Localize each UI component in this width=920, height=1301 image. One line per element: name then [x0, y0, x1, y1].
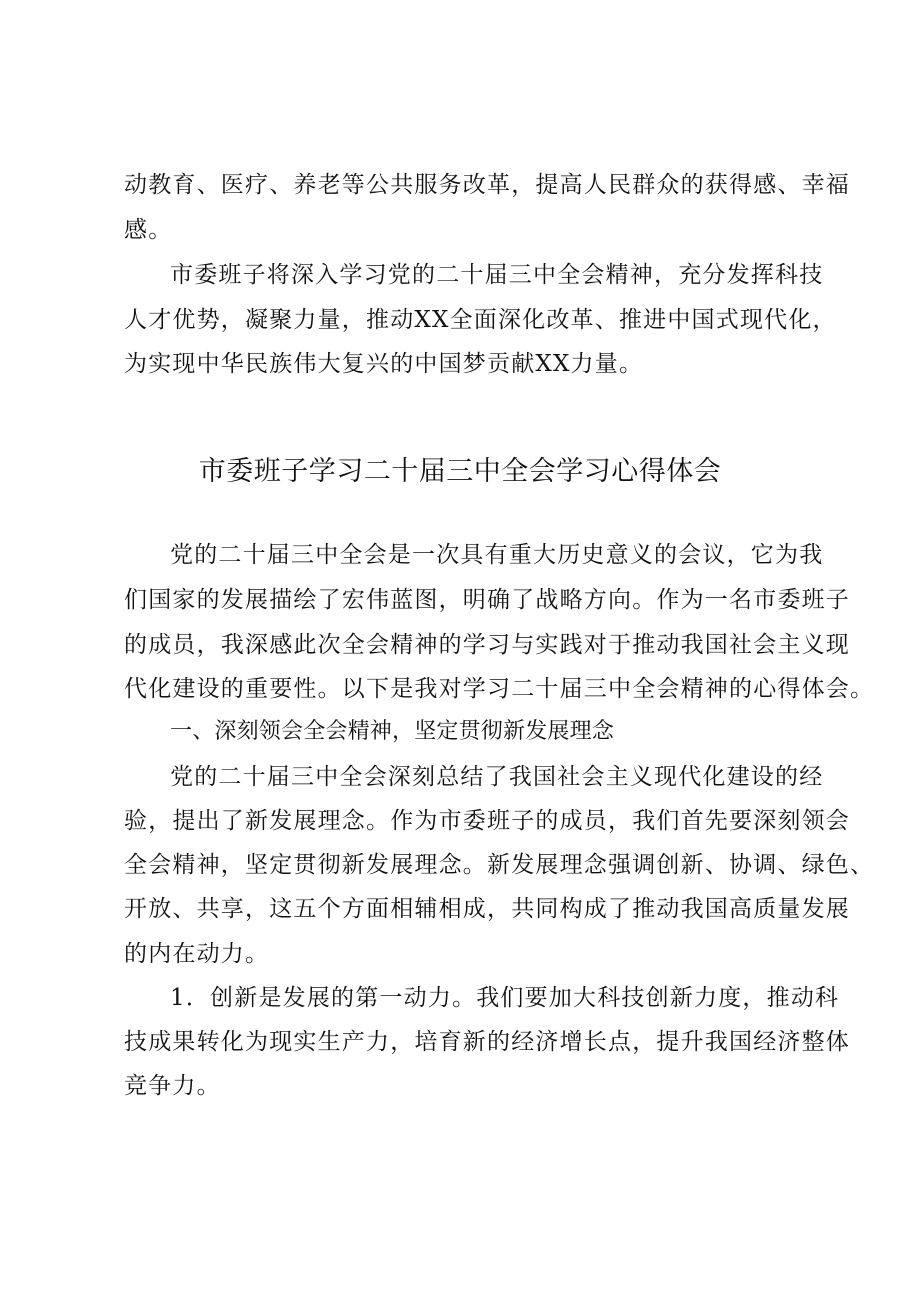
- paragraph-line: 党的二十届三中全会是一次具有重大历史意义的会议，它为我: [170, 542, 824, 568]
- paragraph-line: 全会精神，坚定贯彻新发展理念。新发展理念强调创新、协调、绿色、: [124, 852, 875, 878]
- list-item-line: 技成果转化为现实生产力，培育新的经济增长点，提升我国经济整体: [124, 1029, 850, 1055]
- paragraph-line: 的内在动力。: [124, 941, 270, 967]
- paragraph-line: 市委班子将深入学习党的二十届三中全会精神，充分发挥科技: [170, 262, 824, 288]
- paragraph-line: 为实现中华民族伟大复兴的中国梦贡献XX力量。: [124, 351, 644, 377]
- paragraph-line: 的成员，我深感此次全会精神的学习与实践对于推动我国社会主义现: [124, 632, 850, 658]
- list-item-line: 竞争力。: [124, 1073, 221, 1099]
- article-title: 市委班子学习二十届三中全会学习心得体会: [198, 456, 722, 487]
- paragraph-line: 代化建设的重要性。以下是我对学习二十届三中全会精神的心得体会。: [124, 676, 875, 702]
- list-item-line: 1．创新是发展的第一动力。我们要加大科技创新力度，推动科: [170, 985, 840, 1011]
- paragraph-line: 开放、共享，这五个方面相辅相成，共同构成了推动我国高质量发展: [124, 896, 850, 922]
- paragraph-line: 人才优势，凝聚力量，推动XX全面深化改革、推进中国式现代化，: [124, 307, 837, 333]
- paragraph-line: 们国家的发展描绘了宏伟蓝图，明确了战略方向。作为一名市委班子: [124, 587, 850, 613]
- paragraph-line: 验，提出了新发展理念。作为市委班子的成员，我们首先要深刻领会: [124, 808, 850, 834]
- paragraph-line: 动教育、医疗、养老等公共服务改革，提高人民群众的获得感、幸福: [124, 172, 850, 198]
- paragraph-line: 感。: [124, 217, 173, 243]
- paragraph-line: 党的二十届三中全会深刻总结了我国社会主义现代化建设的经: [170, 764, 824, 790]
- section-heading: 一、深刻领会全会精神，坚定贯彻新发展理念: [170, 719, 615, 744]
